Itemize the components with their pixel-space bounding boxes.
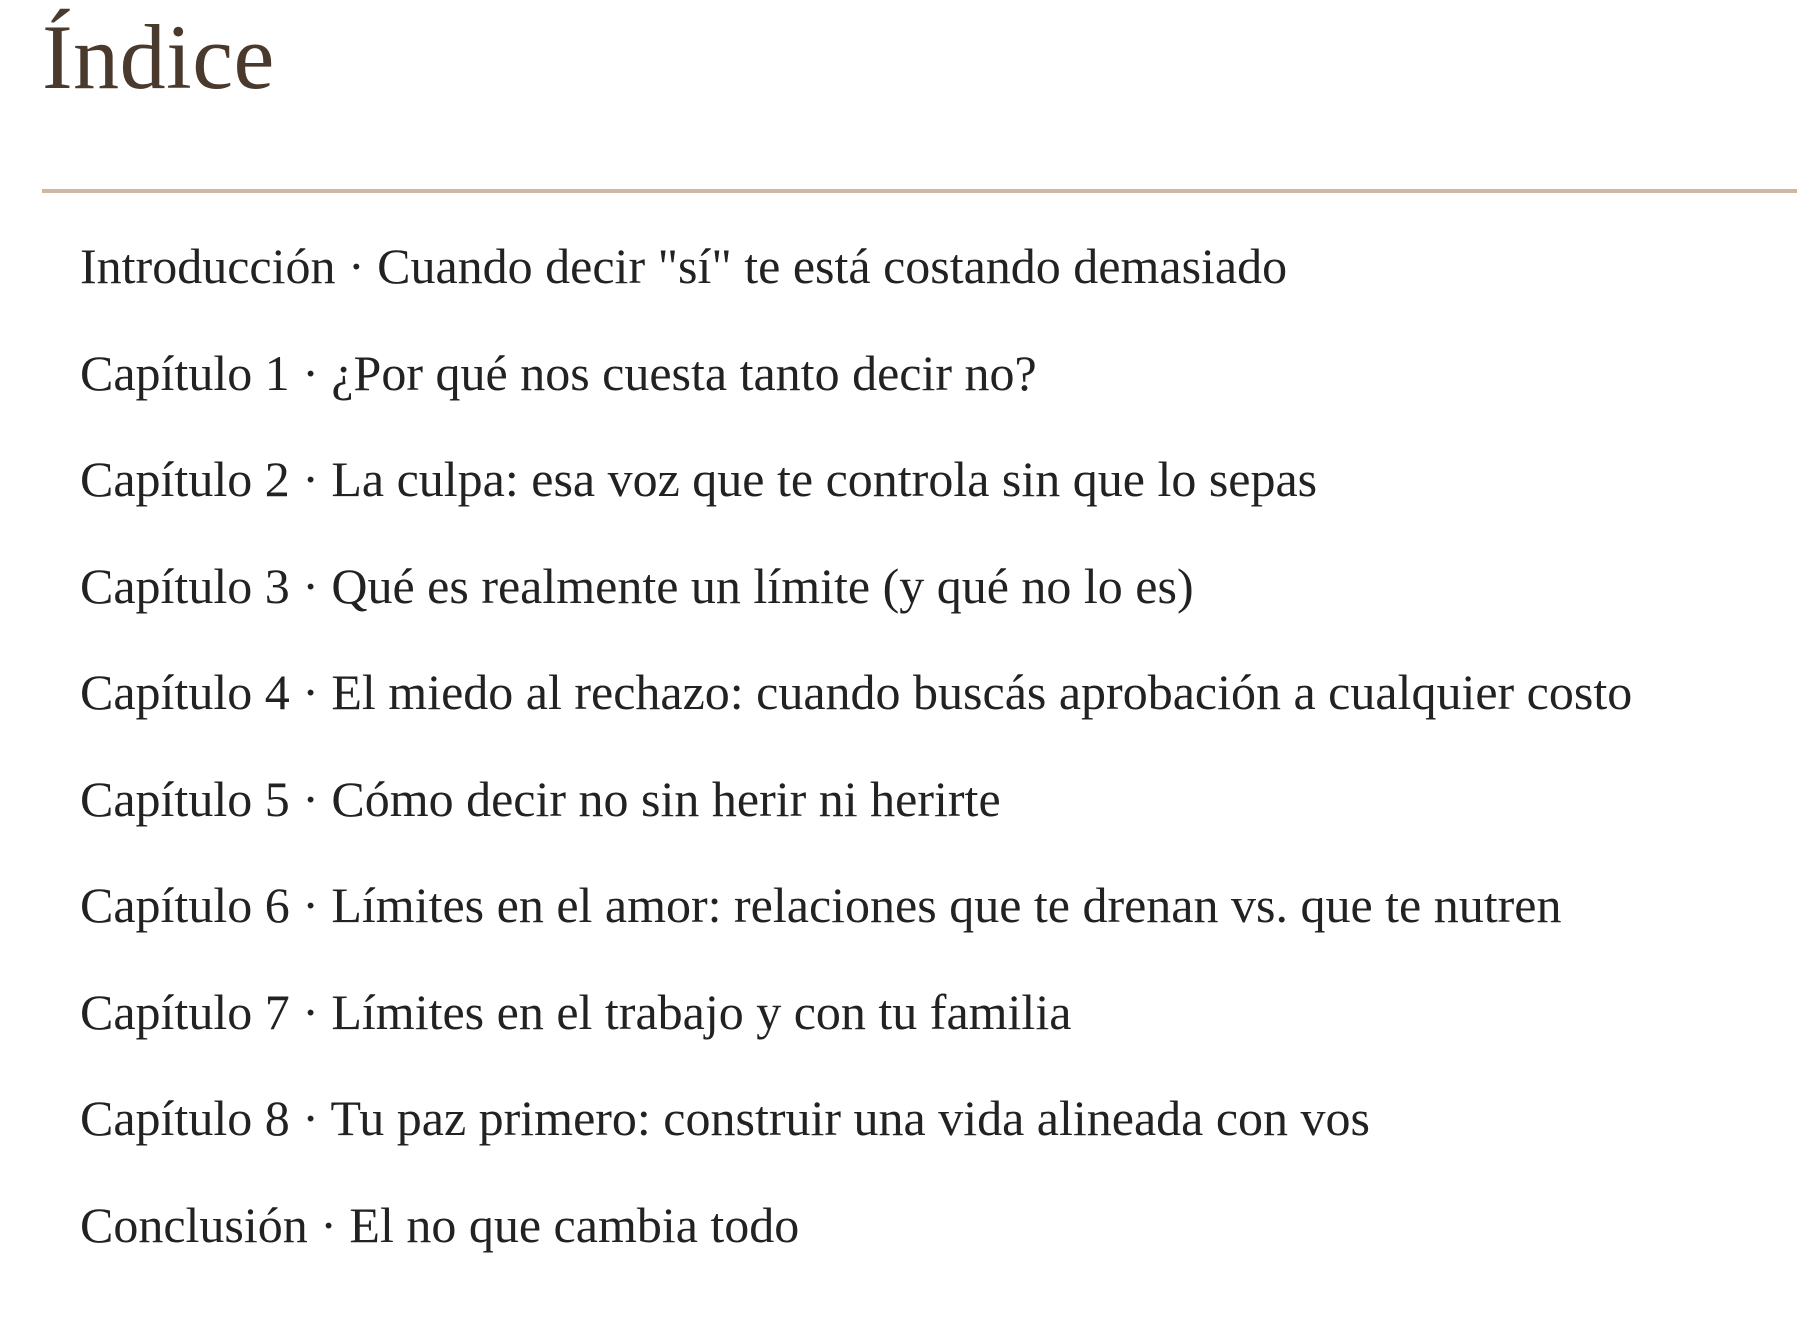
toc-item-capitulo-1: Capítulo 1 · ¿Por qué nos cuesta tanto decir no? <box>80 344 1037 401</box>
toc-item-capitulo-6: Capítulo 6 · Límites en el amor: relaciones que te drenan vs. que te nutren <box>80 877 1562 933</box>
toc-item-capitulo-5: Capítulo 5 · Cómo decir no sin herir ni herirte <box>80 770 1001 827</box>
toc-item-capitulo-2: Capítulo 2 · La culpa: esa voz que te controla sin que lo sepas <box>80 451 1318 507</box>
table-of-contents <box>80 213 1632 1278</box>
title-divider <box>42 189 1797 193</box>
toc-item-capitulo-4: Capítulo 4 · El miedo al rechazo: cuando buscás aprobación a cualquier costo <box>80 664 1633 720</box>
toc-item-capitulo-3: Capítulo 3 · Qué es realmente un límite (y qué no lo es) <box>80 557 1194 614</box>
toc-item-capitulo-7: Capítulo 7 · Límites en el trabajo y con tu familia <box>80 983 1072 1040</box>
toc-item-capitulo-8: Capítulo 8 · Tu paz primero: construir una vida alineada con vos <box>80 1090 1371 1146</box>
toc-item-conclusion: Conclusión · El no que cambia todo <box>80 1196 800 1253</box>
page-title: Índice <box>42 6 275 108</box>
toc-item-introduccion: Introducción · Cuando decir "sí" te está costando demasiado <box>80 238 1288 294</box>
